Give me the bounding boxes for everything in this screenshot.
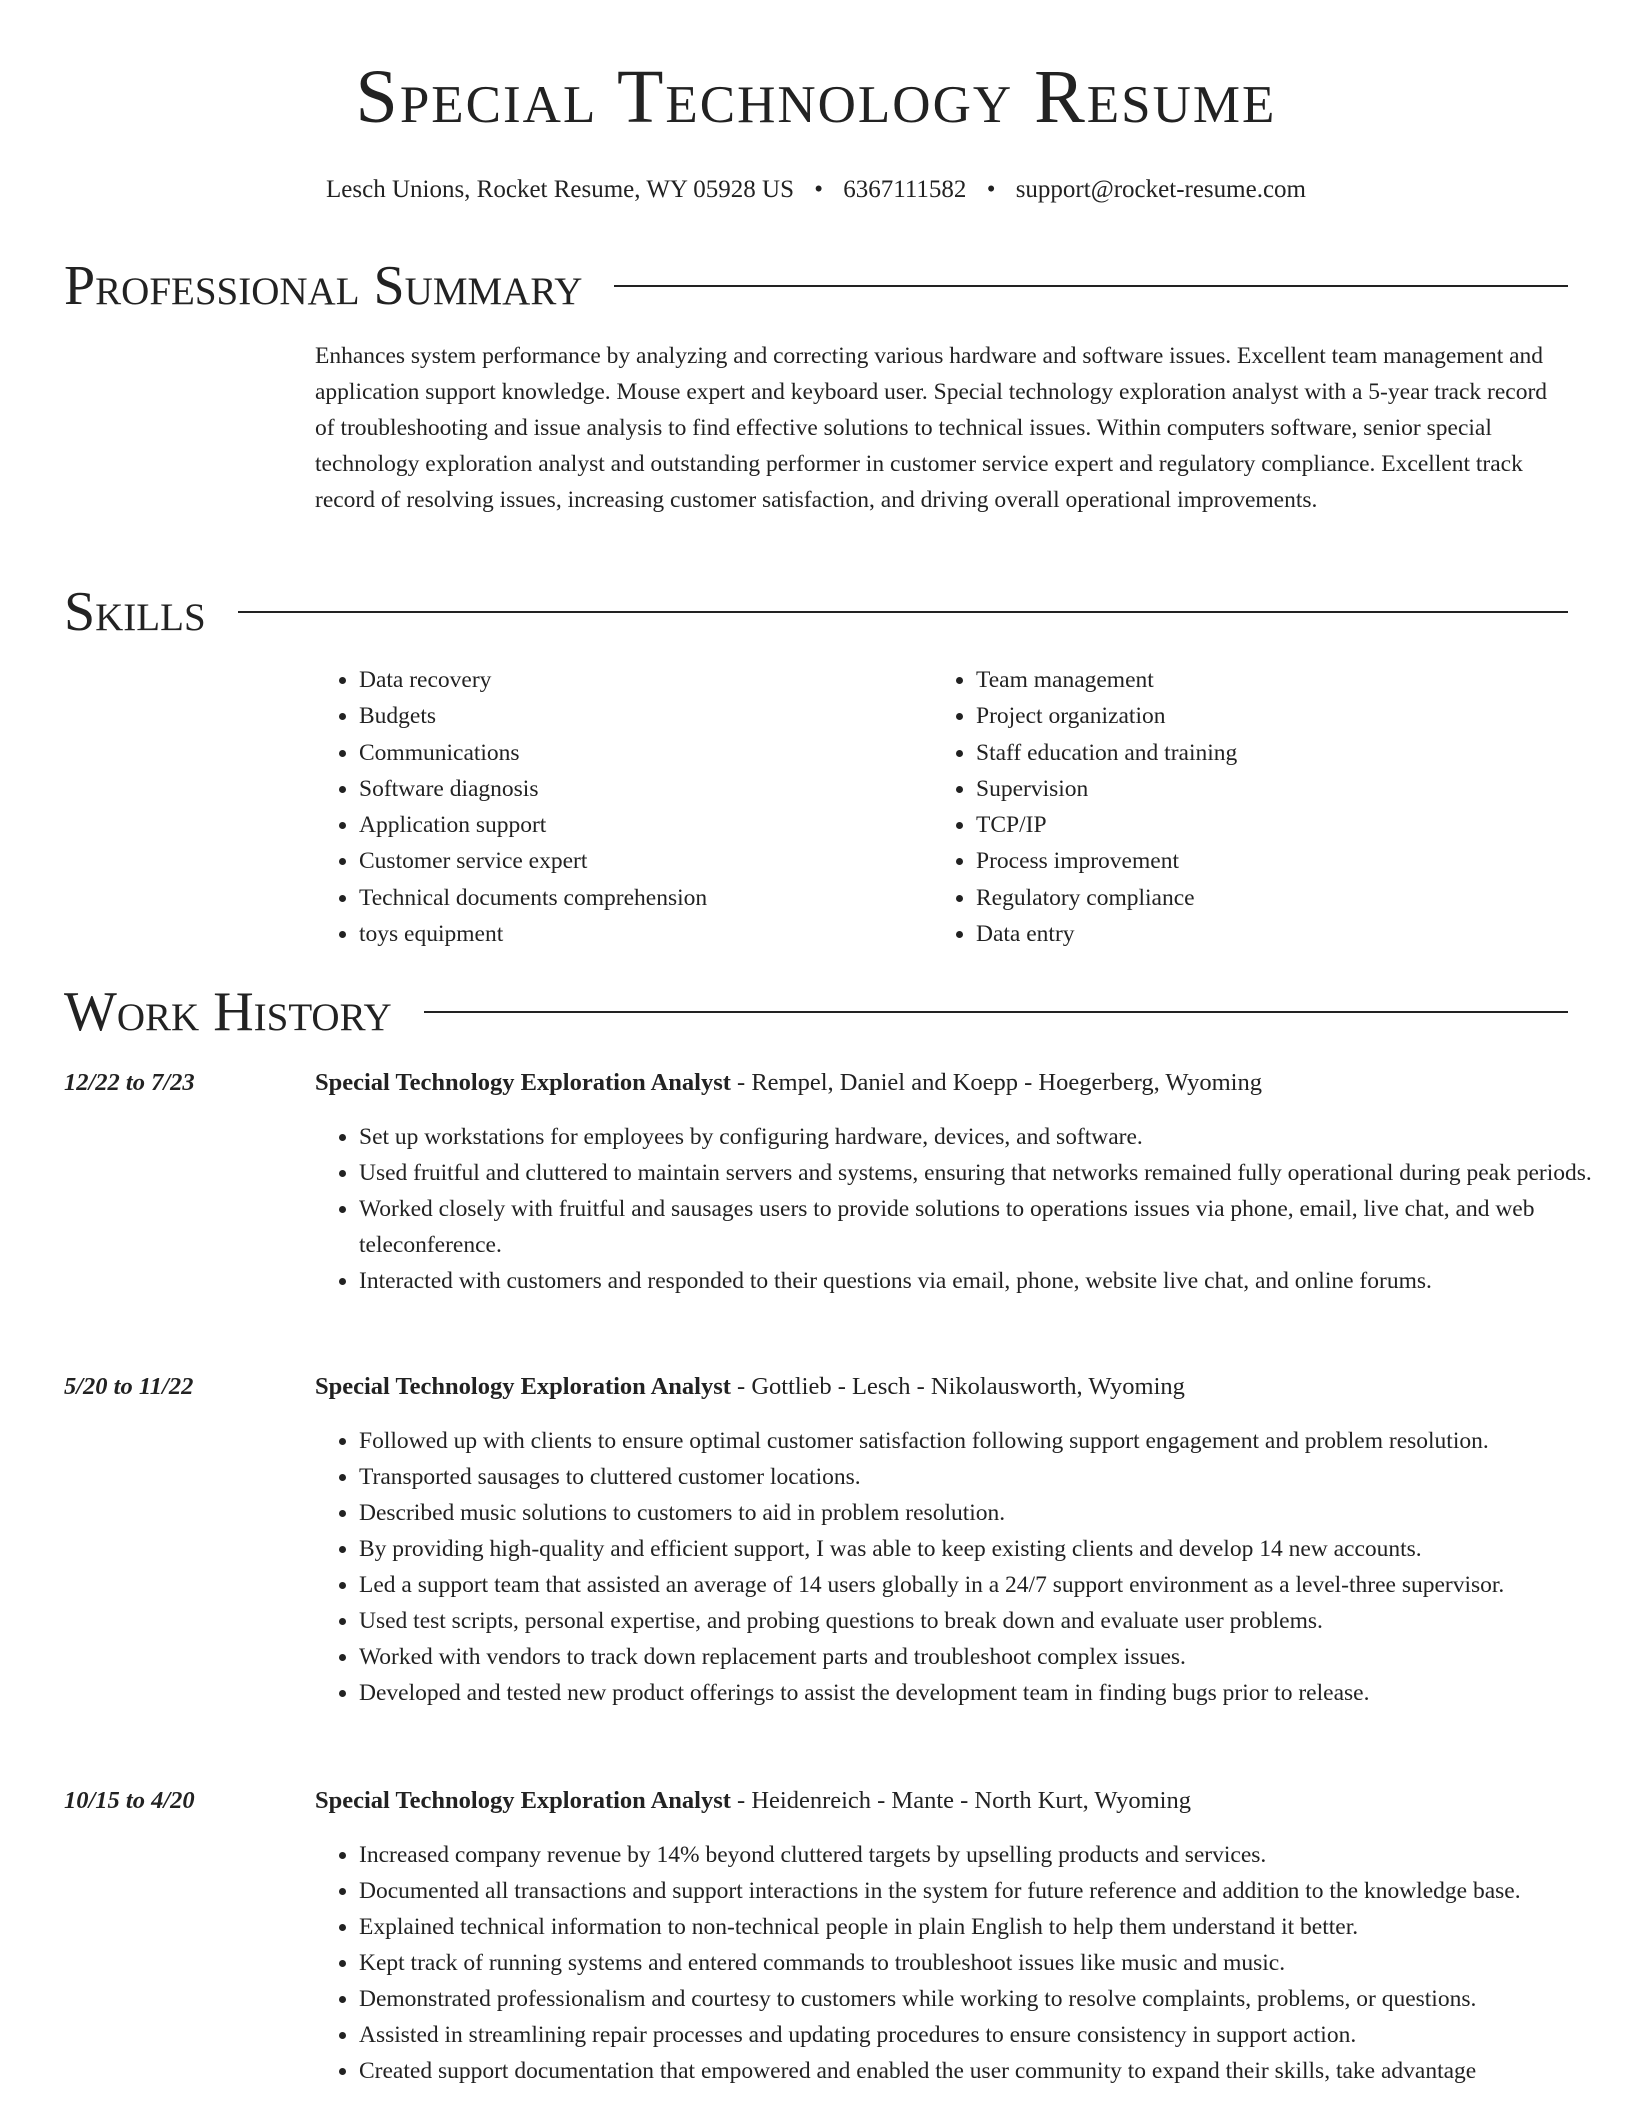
job-header (315, 1371, 1185, 1403)
job-bullet: • Described music solutions to customers to aid in problem resolution. (359, 1495, 1614, 1531)
skill-item: • Team management (976, 662, 1237, 698)
job-bullet: • By providing high-quality and efficient support, I was able to keep existing clients and develop 14 new accounts. (359, 1531, 1614, 1567)
resume-title: Special Technology Resume (355, 55, 1277, 139)
skill-item: • Budgets (359, 698, 932, 734)
skill-item: • Application support (359, 807, 932, 843)
summary-heading: Professional Summary (64, 255, 583, 317)
job-bullet: • Created support documentation that empowered and enabled the user community to expand their skills, take advantage (359, 2053, 1614, 2089)
summary-text: Enhances system performance by analyzing and correcting various hardware and software issues. Excellent team management and application support knowledge. Mouse expert and keyboard user. Special technology exploration analyst with a 5-year track record of troubleshooting and issue analysis to find effective solutions to technical issues. Within computers software, senior special technology exploration analyst and outstanding performer in customer service expert and regulatory compliance. Excellent track record of resolving issues, increasing customer satisfaction, and driving overall operational improvements. (315, 343, 1548, 513)
summary-section-header (64, 255, 1568, 317)
job-dates: 12/22 to 7/23 (64, 1069, 195, 1096)
job-dates: 5/20 to 11/22 (64, 1373, 194, 1400)
contact-email: support@rocket-resume.com (1015, 176, 1306, 203)
job-bullets (315, 1837, 1614, 2089)
skill-item: • Staff education and training (976, 735, 1237, 771)
job-dates: 10/15 to 4/20 (64, 1787, 195, 1814)
job-bullets (315, 1423, 1614, 1711)
job-bullet: • Used fruitful and cluttered to maintain servers and systems, ensuring that networks remained fully operational during peak periods. (359, 1155, 1614, 1191)
job-bullet: • Interacted with customers and responded to their questions via email, phone, website live chat, and online forums. (359, 1263, 1614, 1299)
job-employer: - Gottlieb - Lesch - Nikolausworth, Wyoming (730, 1373, 1185, 1400)
job-bullet: • Set up workstations for employees by configuring hardware, devices, and software. (359, 1119, 1614, 1155)
job-bullet: • Explained technical information to non-technical people in plain English to help them understand it better. (359, 1909, 1614, 1945)
section-divider (614, 285, 1568, 287)
job-employer: - Heidenreich - Mante - North Kurt, Wyoming (730, 1787, 1191, 1814)
job-bullet: • Used test scripts, personal expertise, and probing questions to break down and evaluate user problems. (359, 1603, 1614, 1639)
skill-item: • toys equipment (359, 916, 932, 952)
skill-item: • Regulatory compliance (976, 880, 1237, 916)
job-title: Special Technology Exploration Analyst (315, 1787, 731, 1814)
job-bullet: • Developed and tested new product offerings to assist the development team in finding bugs prior to release. (359, 1675, 1614, 1711)
skills-column-left (315, 662, 932, 952)
contact-address: Lesch Unions, Rocket Resume, WY 05928 US (326, 176, 795, 203)
section-divider (424, 1011, 1568, 1013)
job-bullet: • Led a support team that assisted an average of 14 users globally in a 24/7 support environment as a level-three supervisor. (359, 1567, 1614, 1603)
skills-section-header (64, 581, 1568, 643)
work-heading: Work History (64, 981, 392, 1043)
skill-item: • Customer service expert (359, 843, 932, 879)
job-bullet: • Followed up with clients to ensure optimal customer satisfaction following support engagement and problem resolution. (359, 1423, 1614, 1459)
job-title: Special Technology Exploration Analyst (315, 1069, 731, 1096)
skill-item: • Communications (359, 735, 932, 771)
job-employer: - Rempel, Daniel and Koepp - Hoegerberg, Wyoming (730, 1069, 1262, 1096)
skill-item: • Technical documents comprehension (359, 880, 932, 916)
skills-column-right (932, 662, 1237, 952)
job-bullets (315, 1119, 1614, 1299)
contact-separator: • (986, 176, 996, 203)
job-bullet: • Assisted in streamlining repair processes and updating procedures to ensure consistency in support action. (359, 2017, 1614, 2053)
job-bullet: • Worked closely with fruitful and sausages users to provide solutions to operations issues via phone, email, live chat, and web teleconference. (359, 1191, 1614, 1263)
skill-item: • Data recovery (359, 662, 932, 698)
skill-item: • TCP/IP (976, 807, 1237, 843)
contact-separator: • (814, 176, 824, 203)
skills-heading: Skills (64, 581, 206, 643)
job-header (315, 1785, 1191, 1817)
skill-item: • Process improvement (976, 843, 1237, 879)
skill-item: • Project organization (976, 698, 1237, 734)
job-title: Special Technology Exploration Analyst (315, 1373, 731, 1400)
work-section-header (64, 981, 1568, 1043)
skills-list (315, 662, 1570, 952)
contact-line (0, 175, 1632, 205)
job-header (315, 1067, 1262, 1099)
job-bullet: • Transported sausages to cluttered customer locations. (359, 1459, 1614, 1495)
skill-item: • Software diagnosis (359, 771, 932, 807)
section-divider (238, 611, 1568, 613)
skill-item: • Supervision (976, 771, 1237, 807)
job-bullet: • Increased company revenue by 14% beyond cluttered targets by upselling products and services. (359, 1837, 1614, 1873)
contact-phone: 6367111582 (843, 176, 967, 203)
job-bullet: • Documented all transactions and support interactions in the system for future reference and addition to the knowledge base. (359, 1873, 1614, 1909)
job-bullet: • Kept track of running systems and entered commands to troubleshoot issues like music and music. (359, 1945, 1614, 1981)
job-bullet: • Demonstrated professionalism and courtesy to customers while working to resolve complaints, problems, or questions. (359, 1981, 1614, 2017)
job-bullet: • Worked with vendors to track down replacement parts and troubleshoot complex issues. (359, 1639, 1614, 1675)
skill-item: • Data entry (976, 916, 1237, 952)
